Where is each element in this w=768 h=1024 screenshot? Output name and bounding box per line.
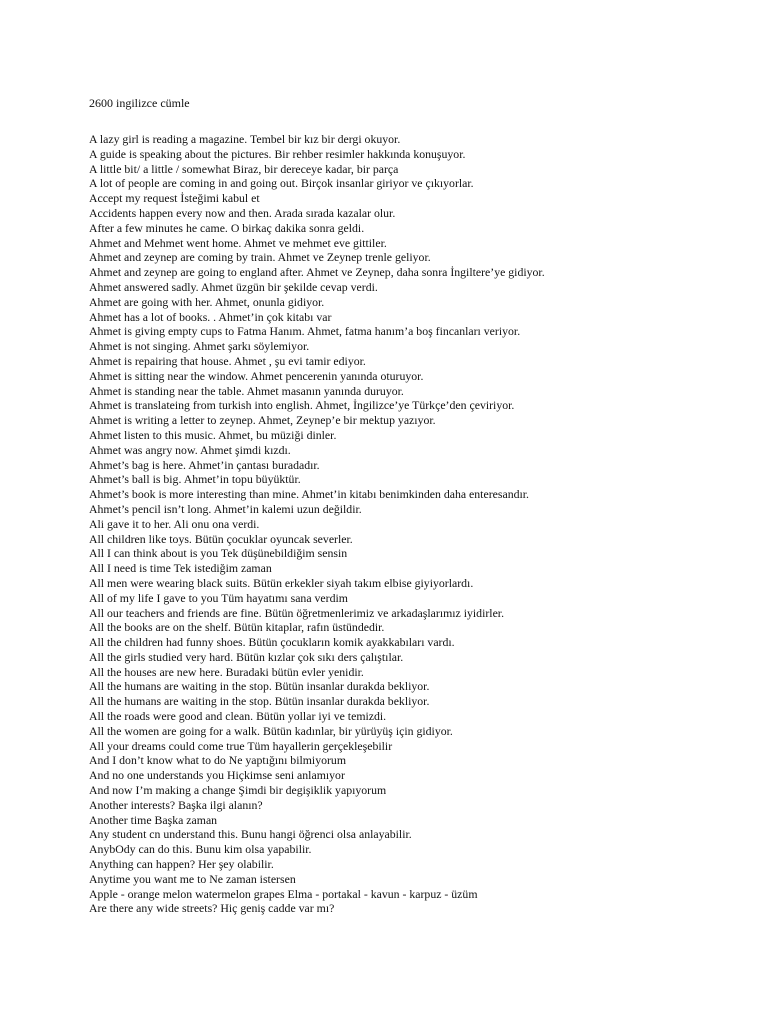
sentence-line: A guide is speaking about the pictures. Bir rehber resimler hakkında konuşuyor. <box>89 146 466 161</box>
sentence-line: Ahmet and zeynep are coming by train. Ahmet ve Zeynep trenle geliyor. <box>89 250 431 265</box>
sentence-line: Another interests? Başka ilgi alanın? <box>89 797 263 812</box>
sentence-line: Ahmet is sitting near the window. Ahmet pencerenin yanında oturuyor. <box>89 368 424 383</box>
sentence-line: Ahmet is not singing. Ahmet şarkı söylemiyor. <box>89 339 310 354</box>
sentence-line: A little bit/ a little / somewhat Biraz, bir dereceye kadar, bir parça <box>89 161 399 176</box>
sentence-line: All the houses are new here. Buradaki bütün evler yenidir. <box>89 664 364 679</box>
sentence-line: Accidents happen every now and then. Arada sırada kazalar olur. <box>89 205 396 220</box>
sentence-line: Ahmet’s book is more interesting than mine. Ahmet’in kitabı benimkinden daha enteresandır. <box>89 487 529 502</box>
sentence-line: Ahmet and Mehmet went home. Ahmet ve mehmet eve gittiler. <box>89 235 387 250</box>
sentence-line: Accept my request İsteğimi kabul et <box>89 191 260 206</box>
sentence-line: Are there any wide streets? Hiç geniş cadde var mı? <box>89 901 335 916</box>
sentence-line: All the books are on the shelf. Bütün kitaplar, rafın üstündedir. <box>89 620 385 635</box>
sentence-line: All the humans are waiting in the stop. Bütün insanlar durakda bekliyor. <box>89 694 430 709</box>
sentence-list <box>89 132 749 916</box>
sentence-line: Ahmet listen to this music. Ahmet, bu müziği dinler. <box>89 427 337 442</box>
sentence-line: Anything can happen? Her şey olabilir. <box>89 857 274 872</box>
sentence-line: Ahmet’s pencil isn’t long. Ahmet’in kalemi uzun değildir. <box>89 501 362 516</box>
sentence-line: Another time Başka zaman <box>89 812 218 827</box>
sentence-line: And I don’t know what to do Ne yaptığını bilmiyorum <box>89 753 346 768</box>
sentence-line: Ahmet has a lot of books. . Ahmet’in çok kitabı var <box>89 309 332 324</box>
sentence-line: Ali gave it to her. Ali onu ona verdi. <box>89 516 260 531</box>
sentence-line: All the children had funny shoes. Bütün çocukların komik ayakkabıları vardı. <box>89 635 455 650</box>
sentence-line: All the humans are waiting in the stop. Bütün insanlar durakda bekliyor. <box>89 679 430 694</box>
sentence-line: Ahmet and zeynep are going to england after. Ahmet ve Zeynep, daha sonra İngiltere’ye gidiyor. <box>89 265 545 280</box>
sentence-line: A lot of people are coming in and going out. Birçok insanlar giriyor ve çıkıyorlar. <box>89 176 474 191</box>
sentence-line: Apple - orange melon watermelon grapes Elma - portakal - kavun - karpuz - üzüm <box>89 886 478 901</box>
sentence-line: All the women are going for a walk. Bütün kadınlar, bir yürüyüş için gidiyor. <box>89 723 453 738</box>
sentence-line: All of my life I gave to you Tüm hayatımı sana verdim <box>89 590 348 605</box>
sentence-line: Ahmet is writing a letter to zeynep. Ahmet, Zeynep’e bir mektup yazıyor. <box>89 413 436 428</box>
sentence-line: Any student cn understand this. Bunu hangi öğrenci olsa anlayabilir. <box>89 827 412 842</box>
sentence-line: Ahmet is standing near the table. Ahmet masanın yanında duruyor. <box>89 383 404 398</box>
sentence-line: Ahmet is translateing from turkish into english. Ahmet, İngilizce’ye Türkçe’den çeviriyor. <box>89 398 515 413</box>
sentence-line: Anytime you want me to Ne zaman istersen <box>89 871 296 886</box>
sentence-line: A lazy girl is reading a magazine. Tembel bir kız bir dergi okuyor. <box>89 132 401 146</box>
sentence-line: All the roads were good and clean. Bütün yollar iyi ve temizdi. <box>89 709 387 724</box>
sentence-line: All I need is time Tek istediğim zaman <box>89 561 272 576</box>
sentence-line: Ahmet’s bag is here. Ahmet’in çantası buradadır. <box>89 457 320 472</box>
sentence-line: All the girls studied very hard. Bütün kızlar çok sıkı ders çalıştılar. <box>89 649 404 664</box>
sentence-line: Ahmet’s ball is big. Ahmet’in topu büyüktür. <box>89 472 301 487</box>
document-title: 2600 ingilizce cümle <box>89 96 190 110</box>
sentence-line: Ahmet is giving empty cups to Fatma Hanım. Ahmet, fatma hanım’a boş fincanları veriyor. <box>89 324 521 339</box>
sentence-line: All I can think about is you Tek düşünebildiğim sensin <box>89 546 348 561</box>
sentence-line: All children like toys. Bütün çocuklar oyuncak severler. <box>89 531 353 546</box>
sentence-line: Ahmet answered sadly. Ahmet üzgün bir şekilde cevap verdi. <box>89 279 378 294</box>
sentence-line: All men were wearing black suits. Bütün erkekler siyah takım elbise giyiyorlardı. <box>89 575 474 590</box>
sentence-line: And now I’m making a change Şimdi bir degişiklik yapıyorum <box>89 783 387 798</box>
sentence-line: And no one understands you Hiçkimse seni anlamıyor <box>89 768 345 783</box>
sentence-line: AnybOdy can do this. Bunu kim olsa yapabilir. <box>89 842 312 857</box>
sentence-line: Ahmet are going with her. Ahmet, onunla gidiyor. <box>89 294 325 309</box>
sentence-line: After a few minutes he came. O birkaç dakika sonra geldi. <box>89 220 365 235</box>
sentence-line: Ahmet is repairing that house. Ahmet , şu evi tamir ediyor. <box>89 353 366 368</box>
sentence-line: All your dreams could come true Tüm hayallerin gerçekleşebilir <box>89 738 393 753</box>
sentence-line: All our teachers and friends are fine. Bütün öğretmenlerimiz ve arkadaşlarımız iyidirler. <box>89 605 505 620</box>
sentence-line: Ahmet was angry now. Ahmet şimdi kızdı. <box>89 442 291 457</box>
